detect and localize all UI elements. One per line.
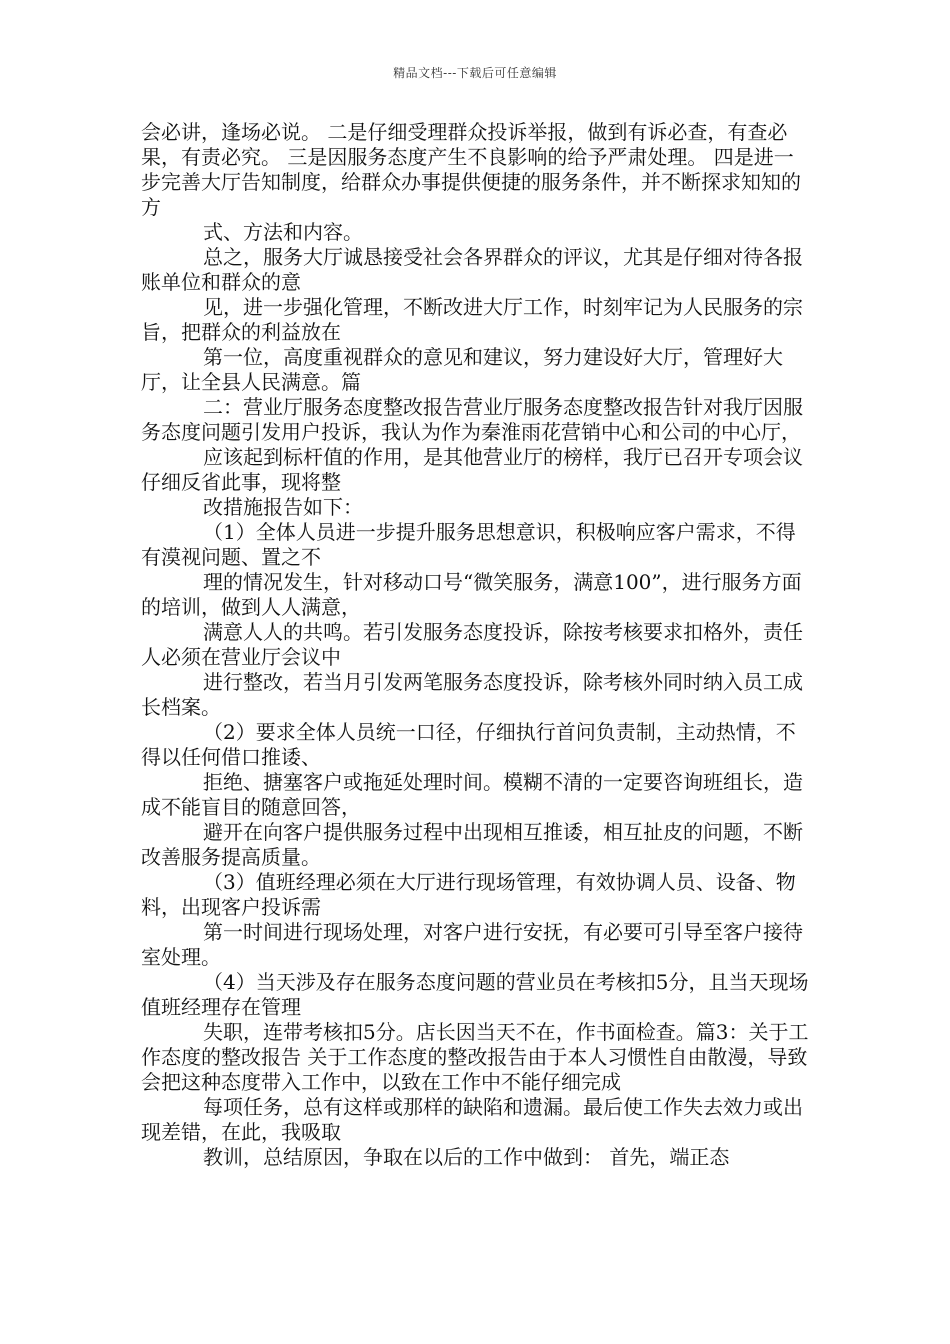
- paragraph: 教训，总结原因，争取在以后的工作中做到： 首先，端正态: [203, 1145, 730, 1169]
- paragraph: 第一时间进行现场处理，对客户进行安抚，有必要可引导至客户接待室处理。: [141, 920, 803, 969]
- document-body: [141, 120, 809, 1170]
- paragraph: 会必讲，逢场必说。 二是仔细受理群众投诉举报，做到有诉必查，有查必果，有责必究。 三是因服务态度产生不良影响的给予严肃处理。 四是进一步完善大厅告知制度，给群众办事提供便捷的服务条件，并不断探求知知的方: [141, 120, 801, 219]
- page-header: 精品文档---下载后可任意编辑: [393, 66, 557, 80]
- paragraph: （2）要求全体人员统一口径，仔细执行首问负责制，主动热情，不得以任何借口推诿、: [141, 720, 796, 769]
- paragraph: 拒绝、搪塞客户或拖延处理时间。模糊不清的一定要咨询班组长，造成不能盲目的随意回答，: [141, 770, 803, 819]
- paragraph: 每项任务，总有这样或那样的缺陷和遗漏。最后使工作失去效力或出现差错，在此，我吸取: [141, 1095, 803, 1144]
- paragraph: （3）值班经理必须在大厅进行现场管理，有效协调人员、设备、物料，出现客户投诉需: [141, 870, 796, 919]
- paragraph: 式、方法和内容。: [203, 220, 363, 244]
- paragraph: （4）当天涉及存在服务态度问题的营业员在考核扣5分，且当天现场值班经理存在管理: [141, 970, 809, 1019]
- paragraph: 失职，连带考核扣5分。店长因当天不在，作书面检查。篇3：关于工作态度的整改报告 关于工作态度的整改报告由于本人习惯性自由散漫，导致会把这种态度带入工作中，以致在工作中不能仔细完成: [141, 1020, 809, 1094]
- paragraph: 避开在向客户提供服务过程中出现相互推诿，相互扯皮的问题，不断改善服务提高质量。: [141, 820, 803, 869]
- paragraph: 总之，服务大厅诚恳接受社会各界群众的评议，尤其是仔细对待各报账单位和群众的意: [141, 245, 803, 294]
- paragraph: 改措施报告如下：: [203, 495, 363, 519]
- paragraph: 第一位，高度重视群众的意见和建议，努力建设好大厅，管理好大厅，让全县人民满意。篇: [141, 345, 783, 394]
- paragraph: 进行整改，若当月引发两笔服务态度投诉，除考核外同时纳入员工成长档案。: [141, 670, 803, 719]
- paragraph: （1）全体人员进一步提升服务思想意识，积极响应客户需求，不得有漠视问题、置之不: [141, 520, 796, 569]
- paragraph: 二：营业厅服务态度整改报告营业厅服务态度整改报告针对我厅因服务态度问题引发用户投诉，我认为作为秦淮雨花营销中心和公司的中心厅，: [141, 395, 803, 444]
- paragraph: 理的情况发生，针对移动口号“微笑服务，满意100”，进行服务方面的培训，做到人人满意，: [141, 570, 802, 619]
- paragraph: 应该起到标杆值的作用，是其他营业厅的榜样，我厅已召开专项会议仔细反省此事，现将整: [141, 445, 803, 494]
- paragraph: 满意人人的共鸣。若引发服务态度投诉，除按考核要求扣格外，责任人必须在营业厅会议中: [141, 620, 803, 669]
- paragraph: 见，进一步强化管理，不断改进大厅工作，时刻牢记为人民服务的宗旨，把群众的利益放在: [141, 295, 803, 344]
